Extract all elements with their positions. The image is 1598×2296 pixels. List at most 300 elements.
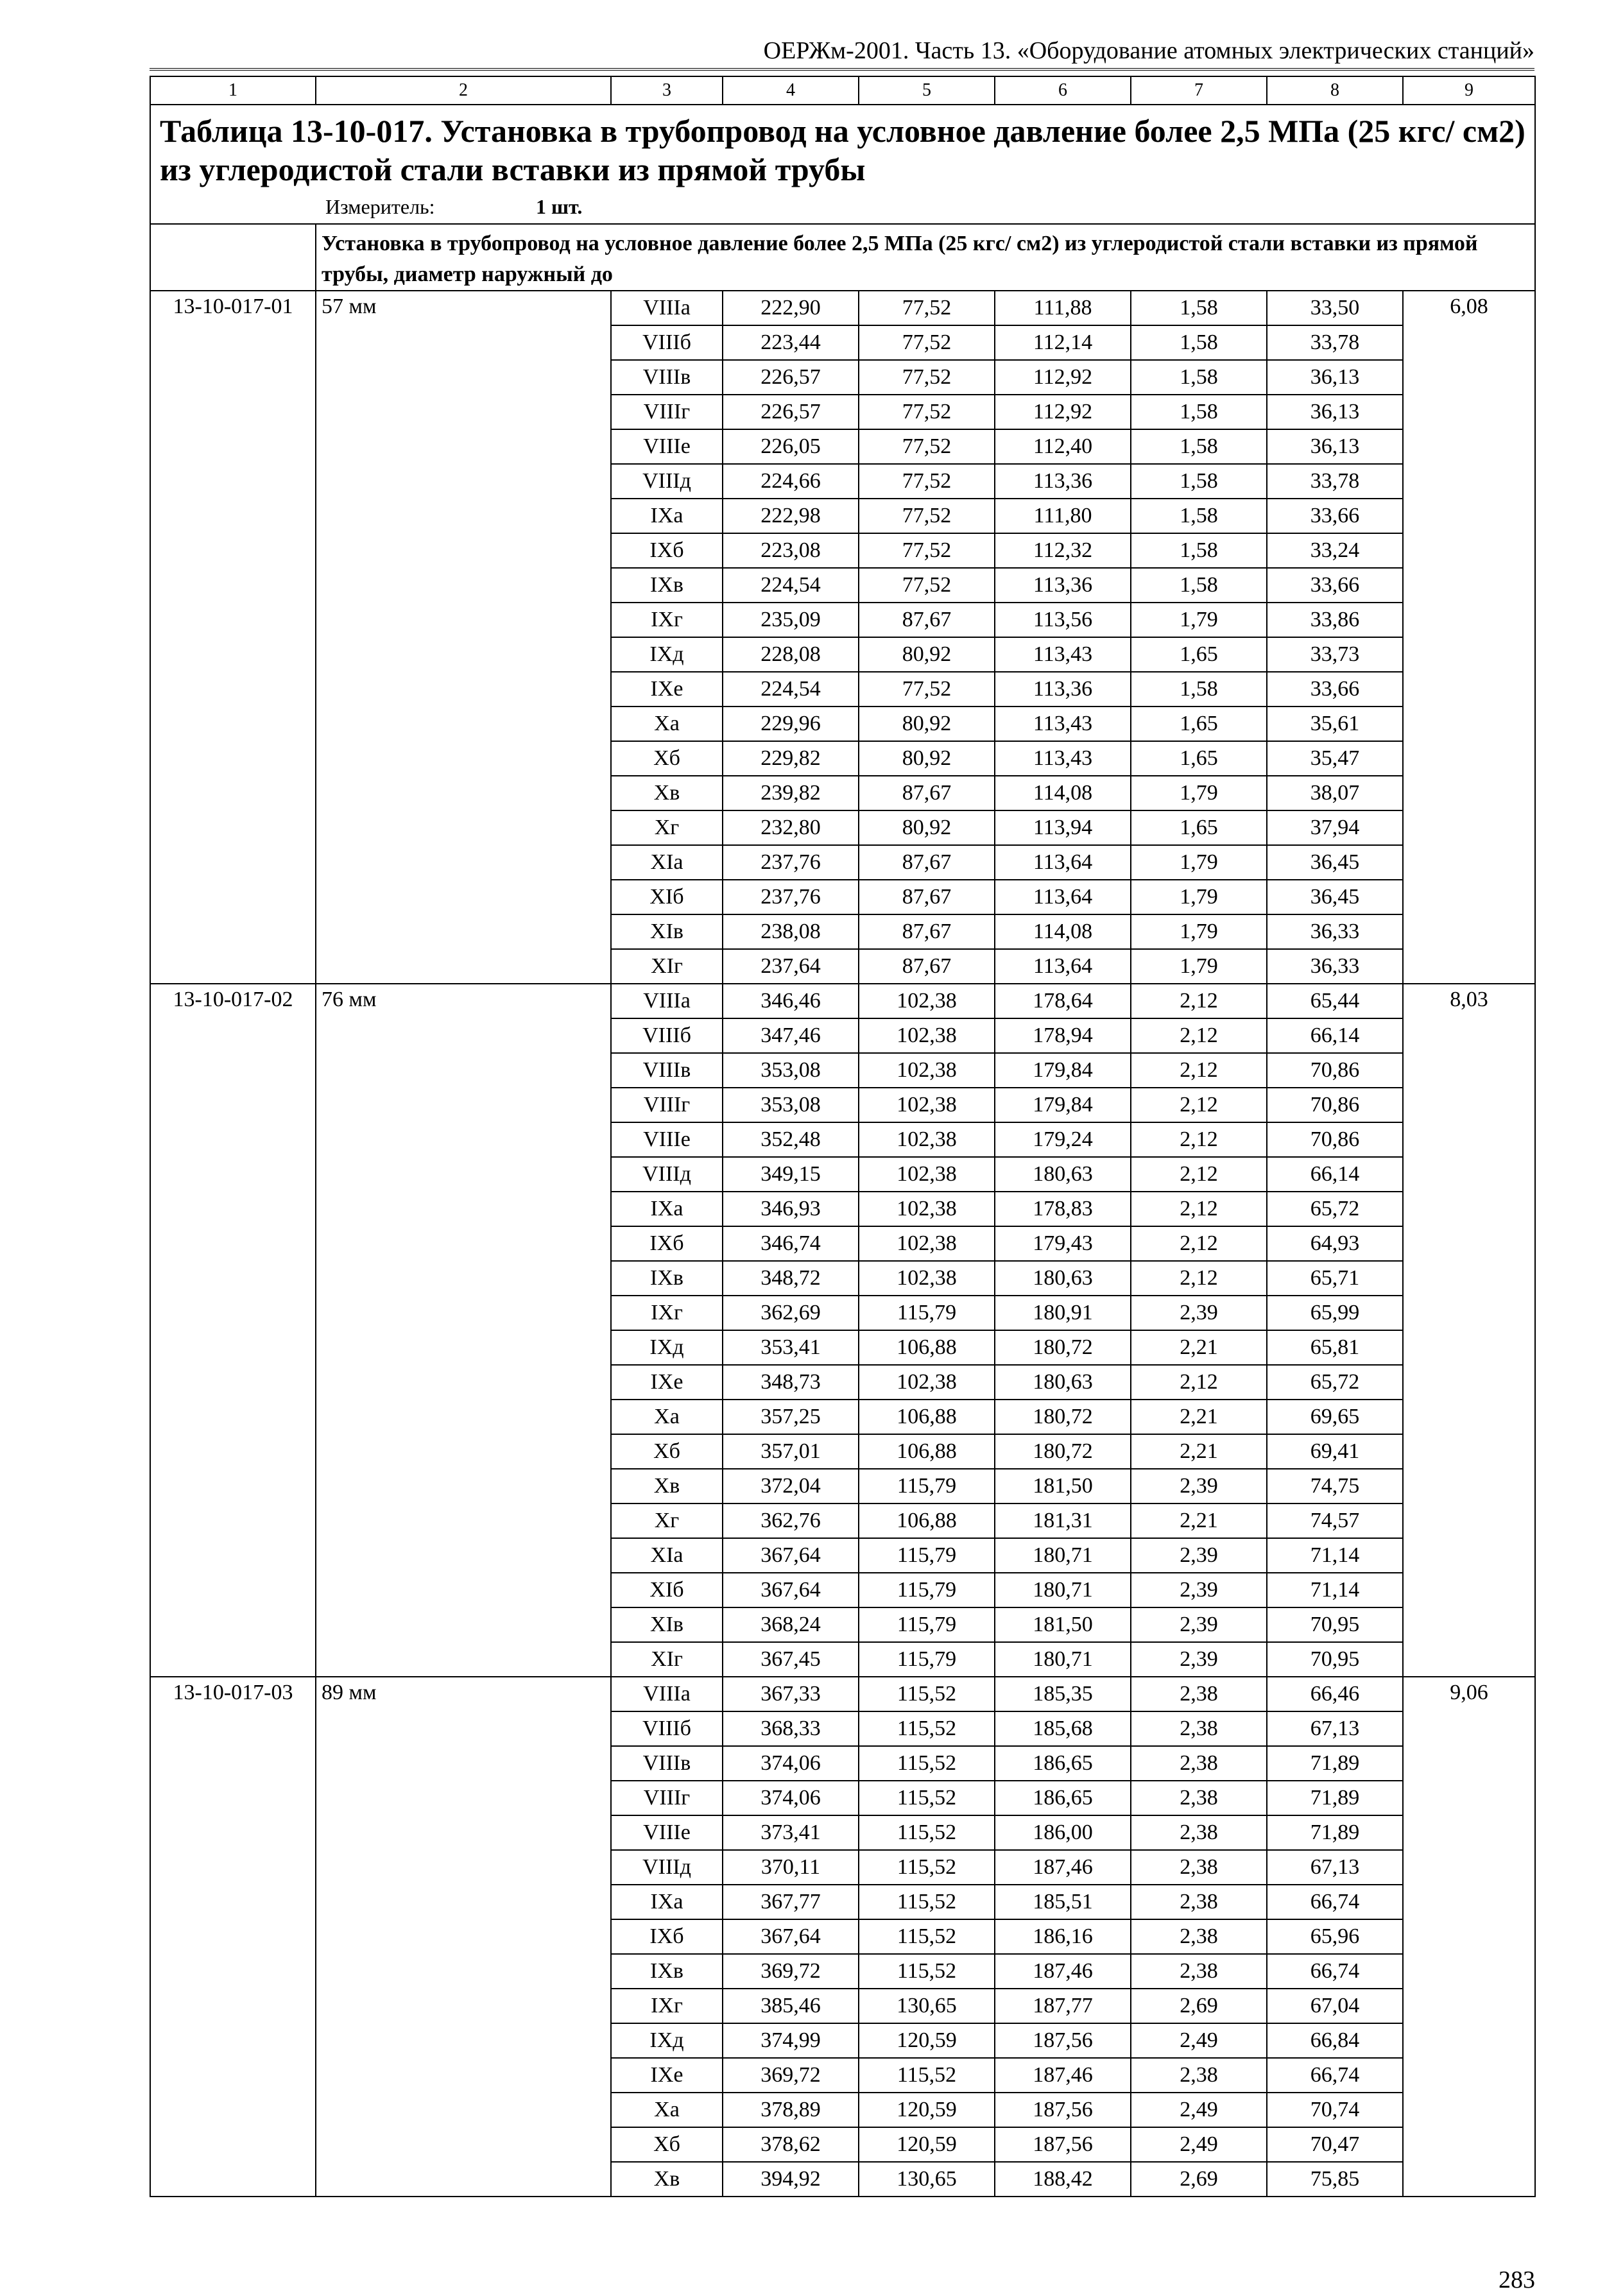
value-cell: 1,58 <box>1131 672 1267 707</box>
value-cell: 2,12 <box>1131 1053 1267 1088</box>
value-cell: 66,74 <box>1267 1954 1403 1989</box>
value-cell: 113,64 <box>995 845 1131 880</box>
value-cell: 2,21 <box>1131 1434 1267 1469</box>
value-cell: 115,79 <box>859 1642 995 1677</box>
value-cell: 370,11 <box>723 1850 859 1885</box>
value-cell: 185,51 <box>995 1885 1131 1919</box>
value-cell: 178,83 <box>995 1192 1131 1226</box>
zone-cell: IXв <box>611 1261 723 1296</box>
value-cell: 2,38 <box>1131 1815 1267 1850</box>
value-cell: 186,00 <box>995 1815 1131 1850</box>
value-cell: 113,36 <box>995 672 1131 707</box>
value-cell: 368,33 <box>723 1711 859 1746</box>
column-number: 7 <box>1131 76 1267 105</box>
value-cell: 187,77 <box>995 1989 1131 2023</box>
value-cell: 87,67 <box>859 914 995 949</box>
value-cell: 2,12 <box>1131 984 1267 1018</box>
value-cell: 1,58 <box>1131 360 1267 395</box>
value-cell: 102,38 <box>859 1365 995 1400</box>
value-cell: 348,73 <box>723 1365 859 1400</box>
value-cell: 33,24 <box>1267 533 1403 568</box>
value-cell: 70,95 <box>1267 1642 1403 1677</box>
value-cell: 77,52 <box>859 464 995 499</box>
value-cell: 112,32 <box>995 533 1131 568</box>
zone-cell: IXе <box>611 672 723 707</box>
value-cell: 1,58 <box>1131 429 1267 464</box>
value-cell: 113,56 <box>995 603 1131 637</box>
value-cell: 229,96 <box>723 707 859 741</box>
zone-cell: IXа <box>611 499 723 533</box>
value-cell: 71,89 <box>1267 1815 1403 1850</box>
value-cell: 66,84 <box>1267 2023 1403 2058</box>
section-description: Установка в трубопровод на условное давление более 2,5 МПа (25 кгс/ см2) из углеродистой стали вставки из прямой трубы, диаметр наружный до <box>316 224 1535 291</box>
title-cell <box>150 105 1535 224</box>
column-number: 6 <box>995 76 1131 105</box>
value-cell: 2,21 <box>1131 1400 1267 1434</box>
value-cell: 367,64 <box>723 1573 859 1607</box>
zone-cell: Xб <box>611 741 723 776</box>
value-cell: 102,38 <box>859 1157 995 1192</box>
value-cell: 66,74 <box>1267 2058 1403 2093</box>
value-cell: 374,06 <box>723 1781 859 1815</box>
value-cell: 185,68 <box>995 1711 1131 1746</box>
value-cell: 115,79 <box>859 1296 995 1330</box>
value-cell: 1,58 <box>1131 395 1267 429</box>
value-cell: 2,12 <box>1131 1018 1267 1053</box>
value-cell: 102,38 <box>859 1192 995 1226</box>
value-cell: 179,43 <box>995 1226 1131 1261</box>
value-cell: 64,93 <box>1267 1226 1403 1261</box>
unit-line <box>325 193 1525 221</box>
column-number-row <box>150 76 1535 105</box>
value-cell: 178,94 <box>995 1018 1131 1053</box>
value-cell: 71,14 <box>1267 1573 1403 1607</box>
value-cell: 2,12 <box>1131 1365 1267 1400</box>
value-cell: 378,62 <box>723 2127 859 2162</box>
value-cell: 346,46 <box>723 984 859 1018</box>
zone-cell: IXб <box>611 533 723 568</box>
value-cell: 2,12 <box>1131 1261 1267 1296</box>
value-cell: 69,65 <box>1267 1400 1403 1434</box>
value-cell: 1,58 <box>1131 568 1267 603</box>
value-cell: 77,52 <box>859 429 995 464</box>
zone-cell: XIг <box>611 949 723 984</box>
value-cell: 33,66 <box>1267 499 1403 533</box>
value-cell: 71,14 <box>1267 1538 1403 1573</box>
value-cell: 226,57 <box>723 360 859 395</box>
value-cell: 368,24 <box>723 1607 859 1642</box>
value-cell: 180,71 <box>995 1538 1131 1573</box>
value-cell: 180,63 <box>995 1261 1131 1296</box>
value-cell: 115,79 <box>859 1538 995 1573</box>
price-code: 13-10-017-01 <box>150 291 316 984</box>
zone-cell: IXг <box>611 1989 723 2023</box>
value-cell: 179,84 <box>995 1053 1131 1088</box>
value-cell: 180,72 <box>995 1434 1131 1469</box>
value-cell: 2,49 <box>1131 2023 1267 2058</box>
zone-cell: VIIIд <box>611 464 723 499</box>
value-cell: 37,94 <box>1267 810 1403 845</box>
value-cell: 114,08 <box>995 776 1131 810</box>
value-cell: 111,88 <box>995 291 1131 325</box>
value-cell: 362,69 <box>723 1296 859 1330</box>
zone-cell: IXг <box>611 603 723 637</box>
value-cell: 1,79 <box>1131 603 1267 637</box>
value-cell: 1,79 <box>1131 880 1267 914</box>
value-cell: 224,54 <box>723 672 859 707</box>
table-title: Таблица 13-10-017. Установка в трубопровод на условное давление более 2,5 МПа (25 кгс/ см2) из углеродистой стали вставки из прямой трубы <box>160 113 1525 187</box>
zone-cell: VIIIв <box>611 1053 723 1088</box>
table-row <box>150 984 1535 1018</box>
zone-cell: XIг <box>611 1642 723 1677</box>
value-cell: 87,67 <box>859 880 995 914</box>
value-cell: 237,76 <box>723 845 859 880</box>
zone-cell: VIIIг <box>611 395 723 429</box>
value-cell: 74,75 <box>1267 1469 1403 1504</box>
zone-cell: VIIIа <box>611 984 723 1018</box>
value-cell: 232,80 <box>723 810 859 845</box>
value-cell: 67,13 <box>1267 1850 1403 1885</box>
value-cell: 66,14 <box>1267 1018 1403 1053</box>
value-cell: 362,76 <box>723 1504 859 1538</box>
price-code: 13-10-017-02 <box>150 984 316 1677</box>
value-cell: 1,58 <box>1131 499 1267 533</box>
group-value: 6,08 <box>1403 291 1535 984</box>
zone-cell: VIIIб <box>611 1711 723 1746</box>
value-cell: 113,94 <box>995 810 1131 845</box>
value-cell: 226,57 <box>723 395 859 429</box>
pipe-diameter: 89 мм <box>316 1677 611 2197</box>
column-number: 8 <box>1267 76 1403 105</box>
pipe-diameter: 76 мм <box>316 984 611 1677</box>
value-cell: 2,38 <box>1131 1677 1267 1711</box>
value-cell: 33,66 <box>1267 568 1403 603</box>
value-cell: 36,45 <box>1267 880 1403 914</box>
value-cell: 348,72 <box>723 1261 859 1296</box>
pipe-diameter: 57 мм <box>316 291 611 984</box>
value-cell: 102,38 <box>859 1088 995 1122</box>
value-cell: 67,13 <box>1267 1711 1403 1746</box>
value-cell: 2,69 <box>1131 1989 1267 2023</box>
value-cell: 1,65 <box>1131 637 1267 672</box>
value-cell: 111,80 <box>995 499 1131 533</box>
value-cell: 66,74 <box>1267 1885 1403 1919</box>
column-number: 4 <box>723 76 859 105</box>
column-number: 1 <box>150 76 316 105</box>
value-cell: 2,12 <box>1131 1226 1267 1261</box>
value-cell: 1,58 <box>1131 291 1267 325</box>
value-cell: 33,73 <box>1267 637 1403 672</box>
value-cell: 2,21 <box>1131 1330 1267 1365</box>
value-cell: 87,67 <box>859 845 995 880</box>
value-cell: 353,08 <box>723 1053 859 1088</box>
value-cell: 120,59 <box>859 2023 995 2058</box>
zone-cell: XIв <box>611 914 723 949</box>
value-cell: 187,46 <box>995 2058 1131 2093</box>
value-cell: 115,52 <box>859 1677 995 1711</box>
value-cell: 226,05 <box>723 429 859 464</box>
zone-cell: XIб <box>611 1573 723 1607</box>
zone-cell: VIIIе <box>611 429 723 464</box>
value-cell: 222,98 <box>723 499 859 533</box>
value-cell: 178,64 <box>995 984 1131 1018</box>
value-cell: 374,06 <box>723 1746 859 1781</box>
value-cell: 1,79 <box>1131 776 1267 810</box>
zone-cell: Xв <box>611 776 723 810</box>
value-cell: 235,09 <box>723 603 859 637</box>
value-cell: 353,08 <box>723 1088 859 1122</box>
value-cell: 180,63 <box>995 1365 1131 1400</box>
zone-cell: IXе <box>611 1365 723 1400</box>
zone-cell: IXд <box>611 2023 723 2058</box>
value-cell: 36,33 <box>1267 949 1403 984</box>
value-cell: 115,52 <box>859 1850 995 1885</box>
zone-cell: Xа <box>611 2093 723 2127</box>
value-cell: 180,72 <box>995 1330 1131 1365</box>
value-cell: 349,15 <box>723 1157 859 1192</box>
value-cell: 179,84 <box>995 1088 1131 1122</box>
value-cell: 70,86 <box>1267 1088 1403 1122</box>
value-cell: 229,82 <box>723 741 859 776</box>
value-cell: 180,71 <box>995 1573 1131 1607</box>
value-cell: 67,04 <box>1267 1989 1403 2023</box>
column-number: 3 <box>611 76 723 105</box>
value-cell: 2,38 <box>1131 1711 1267 1746</box>
zone-cell: IXд <box>611 1330 723 1365</box>
value-cell: 2,12 <box>1131 1157 1267 1192</box>
zone-cell: Xб <box>611 2127 723 2162</box>
value-cell: 33,50 <box>1267 291 1403 325</box>
value-cell: 36,45 <box>1267 845 1403 880</box>
value-cell: 80,92 <box>859 637 995 672</box>
value-cell: 1,79 <box>1131 914 1267 949</box>
zone-cell: Xв <box>611 1469 723 1504</box>
value-cell: 188,42 <box>995 2162 1131 2197</box>
value-cell: 1,58 <box>1131 533 1267 568</box>
zone-cell: VIIIв <box>611 1746 723 1781</box>
value-cell: 75,85 <box>1267 2162 1403 2197</box>
value-cell: 36,33 <box>1267 914 1403 949</box>
value-cell: 2,69 <box>1131 2162 1267 2197</box>
price-code: 13-10-017-03 <box>150 1677 316 2197</box>
value-cell: 186,65 <box>995 1746 1131 1781</box>
value-cell: 65,99 <box>1267 1296 1403 1330</box>
column-number: 9 <box>1403 76 1535 105</box>
zone-cell: XIа <box>611 1538 723 1573</box>
price-table <box>150 76 1536 2197</box>
value-cell: 187,56 <box>995 2127 1131 2162</box>
value-cell: 374,99 <box>723 2023 859 2058</box>
zone-cell: VIIIе <box>611 1122 723 1157</box>
zone-cell: VIIIг <box>611 1088 723 1122</box>
value-cell: 2,12 <box>1131 1192 1267 1226</box>
value-cell: 180,63 <box>995 1157 1131 1192</box>
running-header: ОЕРЖм-2001. Часть 13. «Оборудование атомных электрических станций» <box>150 31 1534 71</box>
value-cell: 113,36 <box>995 464 1131 499</box>
value-cell: 65,72 <box>1267 1192 1403 1226</box>
value-cell: 113,43 <box>995 637 1131 672</box>
value-cell: 112,40 <box>995 429 1131 464</box>
zone-cell: IXб <box>611 1226 723 1261</box>
value-cell: 70,86 <box>1267 1053 1403 1088</box>
value-cell: 2,38 <box>1131 1746 1267 1781</box>
zone-cell: VIIIб <box>611 1018 723 1053</box>
value-cell: 106,88 <box>859 1504 995 1538</box>
table-row <box>150 1677 1535 1711</box>
value-cell: 113,43 <box>995 707 1131 741</box>
value-cell: 2,49 <box>1131 2093 1267 2127</box>
value-cell: 353,41 <box>723 1330 859 1365</box>
value-cell: 2,39 <box>1131 1573 1267 1607</box>
value-cell: 346,74 <box>723 1226 859 1261</box>
value-cell: 112,92 <box>995 360 1131 395</box>
value-cell: 367,64 <box>723 1538 859 1573</box>
value-cell: 228,08 <box>723 637 859 672</box>
value-cell: 2,12 <box>1131 1088 1267 1122</box>
value-cell: 180,71 <box>995 1642 1131 1677</box>
zone-cell: VIIIе <box>611 1815 723 1850</box>
zone-cell: XIв <box>611 1607 723 1642</box>
group-value: 8,03 <box>1403 984 1535 1677</box>
value-cell: 1,58 <box>1131 464 1267 499</box>
value-cell: 187,46 <box>995 1850 1131 1885</box>
value-cell: 80,92 <box>859 707 995 741</box>
value-cell: 77,52 <box>859 325 995 360</box>
value-cell: 369,72 <box>723 1954 859 1989</box>
value-cell: 222,90 <box>723 291 859 325</box>
value-cell: 112,14 <box>995 325 1131 360</box>
zone-cell: IXе <box>611 2058 723 2093</box>
title-row <box>150 105 1535 224</box>
value-cell: 2,39 <box>1131 1642 1267 1677</box>
value-cell: 71,89 <box>1267 1781 1403 1815</box>
value-cell: 367,77 <box>723 1885 859 1919</box>
value-cell: 2,21 <box>1131 1504 1267 1538</box>
value-cell: 2,38 <box>1131 1850 1267 1885</box>
zone-cell: Xг <box>611 1504 723 1538</box>
value-cell: 186,16 <box>995 1919 1131 1954</box>
value-cell: 65,71 <box>1267 1261 1403 1296</box>
zone-cell: Xв <box>611 2162 723 2197</box>
zone-cell: Xа <box>611 1400 723 1434</box>
zone-cell: IXа <box>611 1885 723 1919</box>
value-cell: 77,52 <box>859 360 995 395</box>
value-cell: 66,46 <box>1267 1677 1403 1711</box>
value-cell: 357,01 <box>723 1434 859 1469</box>
value-cell: 180,91 <box>995 1296 1131 1330</box>
value-cell: 238,08 <box>723 914 859 949</box>
zone-cell: Xг <box>611 810 723 845</box>
value-cell: 33,66 <box>1267 672 1403 707</box>
value-cell: 115,79 <box>859 1469 995 1504</box>
value-cell: 372,04 <box>723 1469 859 1504</box>
value-cell: 66,14 <box>1267 1157 1403 1192</box>
value-cell: 180,72 <box>995 1400 1131 1434</box>
zone-cell: VIIIа <box>611 1677 723 1711</box>
value-cell: 113,36 <box>995 568 1131 603</box>
value-cell: 71,89 <box>1267 1746 1403 1781</box>
value-cell: 74,57 <box>1267 1504 1403 1538</box>
value-cell: 367,64 <box>723 1919 859 1954</box>
value-cell: 87,67 <box>859 603 995 637</box>
value-cell: 115,52 <box>859 1711 995 1746</box>
column-number: 2 <box>316 76 611 105</box>
value-cell: 2,38 <box>1131 1781 1267 1815</box>
value-cell: 115,52 <box>859 1815 995 1850</box>
value-cell: 112,92 <box>995 395 1131 429</box>
zone-cell: IXв <box>611 568 723 603</box>
value-cell: 115,79 <box>859 1573 995 1607</box>
unit-label: Измеритель: <box>325 195 435 218</box>
value-cell: 185,35 <box>995 1677 1131 1711</box>
zone-cell: IXв <box>611 1954 723 1989</box>
value-cell: 373,41 <box>723 1815 859 1850</box>
value-cell: 1,58 <box>1131 325 1267 360</box>
value-cell: 223,08 <box>723 533 859 568</box>
value-cell: 2,49 <box>1131 2127 1267 2162</box>
value-cell: 181,50 <box>995 1469 1131 1504</box>
value-cell: 357,25 <box>723 1400 859 1434</box>
value-cell: 77,52 <box>859 533 995 568</box>
value-cell: 237,76 <box>723 880 859 914</box>
value-cell: 113,64 <box>995 949 1131 984</box>
value-cell: 224,54 <box>723 568 859 603</box>
value-cell: 367,45 <box>723 1642 859 1677</box>
value-cell: 65,96 <box>1267 1919 1403 1954</box>
value-cell: 69,41 <box>1267 1434 1403 1469</box>
value-cell: 102,38 <box>859 1053 995 1088</box>
value-cell: 77,52 <box>859 568 995 603</box>
value-cell: 2,38 <box>1131 1919 1267 1954</box>
zone-cell: Xа <box>611 707 723 741</box>
value-cell: 106,88 <box>859 1434 995 1469</box>
value-cell: 187,56 <box>995 2023 1131 2058</box>
group-value: 9,06 <box>1403 1677 1535 2197</box>
column-number: 5 <box>859 76 995 105</box>
value-cell: 102,38 <box>859 1018 995 1053</box>
value-cell: 35,61 <box>1267 707 1403 741</box>
value-cell: 87,67 <box>859 776 995 810</box>
value-cell: 77,52 <box>859 395 995 429</box>
value-cell: 115,52 <box>859 1885 995 1919</box>
value-cell: 102,38 <box>859 1226 995 1261</box>
value-cell: 36,13 <box>1267 395 1403 429</box>
value-cell: 223,44 <box>723 325 859 360</box>
value-cell: 1,65 <box>1131 810 1267 845</box>
value-cell: 80,92 <box>859 741 995 776</box>
value-cell: 352,48 <box>723 1122 859 1157</box>
section-spacer <box>150 224 316 291</box>
value-cell: 38,07 <box>1267 776 1403 810</box>
value-cell: 179,24 <box>995 1122 1131 1157</box>
zone-cell: VIIIа <box>611 291 723 325</box>
value-cell: 2,39 <box>1131 1538 1267 1573</box>
value-cell: 239,82 <box>723 776 859 810</box>
value-cell: 369,72 <box>723 2058 859 2093</box>
zone-cell: XIа <box>611 845 723 880</box>
value-cell: 115,52 <box>859 1954 995 1989</box>
zone-cell: IXа <box>611 1192 723 1226</box>
value-cell: 35,47 <box>1267 741 1403 776</box>
value-cell: 77,52 <box>859 672 995 707</box>
value-cell: 106,88 <box>859 1330 995 1365</box>
value-cell: 130,65 <box>859 1989 995 2023</box>
zone-cell: VIIIд <box>611 1850 723 1885</box>
value-cell: 2,39 <box>1131 1469 1267 1504</box>
value-cell: 2,38 <box>1131 1885 1267 1919</box>
table-row <box>150 291 1535 325</box>
section-row <box>150 224 1535 291</box>
